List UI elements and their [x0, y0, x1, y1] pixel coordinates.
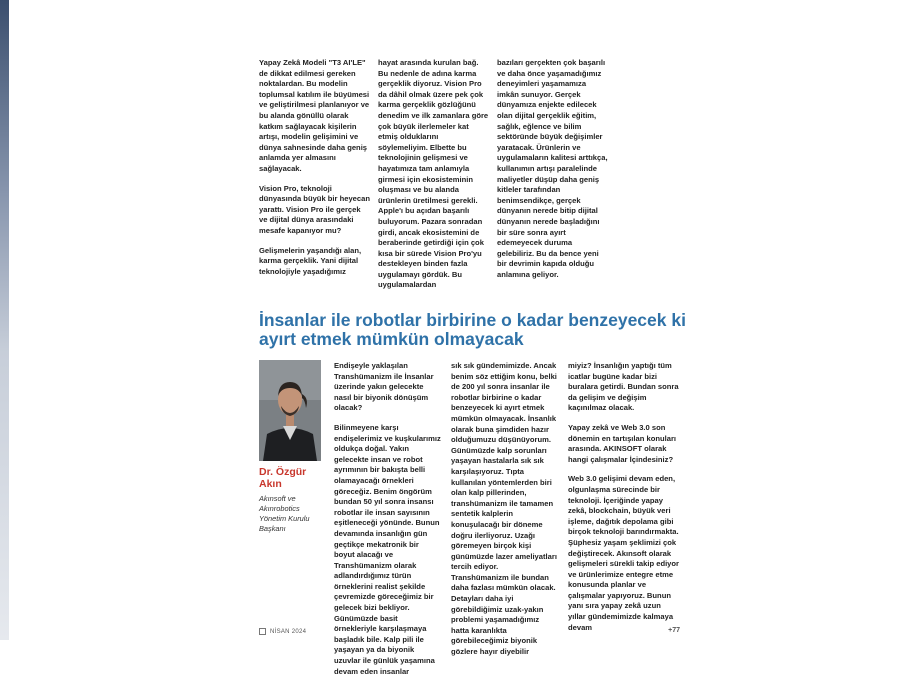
top-column-1 — [259, 58, 371, 286]
author-photo — [259, 360, 321, 461]
page-number: +77 — [668, 627, 680, 634]
question-paragraph: Endişeyle yaklaşılan Transhümanizm ile İnsanlar üzerinde yakın gelecekte nasıl bir biyonik dönüşüm olacak? — [334, 361, 434, 413]
article-headline: İnsanlar ile robotlar birbirine o kadar benzeyecek ki ayırt etmek mümkün olmayacak — [259, 310, 686, 349]
paragraph: sık sık gündemimizde. Ancak benim söz ettiğim konu, belki de 200 yıl sonra insanlar ile robotlar birbirine o kadar benzeyecek ki ayırt etmek mümkün olmayacak. İnsanlık olarak buna şimdiden hazır olduğumuzu düşünüyorum. Günümüzde kalp sorunları yaşayan hastalarla sık sık karşılaşıyoruz. Tıpta kullanılan yöntemlerden biri olan kalp pillerinden, transhümanizm ile tamamen sentetik kalplerin konuşulacağı bir döneme doğru ilerliyoruz. Uzağı göremeyen birçok kişi günümüzde lazer ameliyatları tercih ediyor. Transhümanizm ile bundan daha fazlası mümkün olacak. Detayları daha iyi görebildiğimiz uzak-yakın problemi yaşamadığımız hatta karanlıkta görebileceğimiz biyonik gözlere hayır diyebilir — [451, 361, 557, 657]
top-column-3 — [497, 58, 609, 289]
paragraph: Web 3.0 gelişimi devam eden, olgunlaşma sürecinde bir teknoloji. İçeriğinde yapay zekâ, blockchain, büyük veri işleme, dağıtık depolama gibi birçok teknoloji barındırmakta. Şüphesiz yaşam şeklimizi çok değiştirecek. Akınsoft olarak gelişmeleri sürekli takip ediyor ve ürünlerimize entegre etme konusunda planlar ve çalışmalar yapıyoruz. Bunun yanı sıra yapay zekâ uzun yıllar gündemimizde kalmaya devam — [568, 474, 680, 632]
top-column-2 — [378, 58, 490, 300]
author-role: Akınsoft ve Akınrobotics Yönetim Kurulu Başkanı — [259, 494, 310, 533]
paragraph: Yapay Zekâ Modeli "T3 AI'LE" de dikkat edilmesi gereken noktalardan. Bu modelin toplumsal katılım ile büyümesi ve geliştirilmesi planlanıyor ve bu alanda gönüllü olarak katkım sağlayacak kişilerin artışı, modelin gelişimini ve dünya sahnesinde daha geniş anlamda yer almasını sağlayacak. — [259, 58, 370, 173]
article-column-1 — [334, 361, 441, 686]
issue-date: NİSAN 2024 — [269, 629, 307, 636]
author-name: Dr. Özgür Akın — [259, 466, 307, 490]
paragraph: bazıları gerçekten çok başarılı ve daha önce yaşamadığımız deneyimleri yaşamamıza imkân sunuyor. Gerçek dünyamıza enjekte edilecek olan dijital gerçeklik eğitim, sağlık, eğlence ve bilim sektöründe büyük değişimler yaratacak. Ürünlerin ve uygulamaların kalitesi arttıkça, kullanımın artışı paralelinde maliyetler düşüp daha geniş kitleler tarafından benimsendikçe, gerçek dünyanın nerede bitip dijital dünyanın nerede başladığını bir süre sonra ayırt edemeyecek duruma gelebiliriz. Bu da bence yeni bir devrimin kapıda olduğu anlamına geliyor. — [497, 58, 608, 279]
paragraph: Gelişmelerin yaşandığı alan, karma gerçeklik. Yani dijital teknolojiyle yaşadığımız — [259, 245, 362, 276]
paragraph: miyiz? İnsanlığın yaptığı tüm icatlar bugüne kadar bizi buralara getirdi. Bundan sonra da gelişim ve değişim kaçınılmaz olacak. — [568, 361, 679, 413]
page-edge-decoration — [0, 0, 9, 640]
paragraph: Vision Pro, teknoloji dünyasında büyük bir heyecan yarattı. Vision Pro ile gerçek ve dijital dünya arasındaki mesafe kapanıyor mu? — [259, 183, 370, 235]
paragraph: hayat arasında kurulan bağ. Bu nedenle de adına karma gerçeklik diyoruz. Vision Pro da dâhil olmak üzere pek çok karma gerçeklik gözlüğünü denedim ve ilk zamanlara göre çok büyük ilerlemeler kat etmiş olduklarını söylemeliyim. Elbette bu teknolojinin gelişmesi ve hayatımıza tam anlamıyla girmesi için ekosisteminin oluşması ve bu alanda ürünlerin üretilmesi gerekli. Apple'ı bu açıdan başarılı buluyorum. Pazara sonradan girdi, ancak ekosistemini de beraberinde getirdiği için çok kısa bir sürede Vision Pro'yu destekleyen binden fazla uygulamayı gördük. Bu uygulamalardan — [378, 58, 489, 290]
paragraph: Bilinmeyene karşı endişelerimiz ve kuşkularımız oldukça doğal. Yakın gelecekte insan ve robot ayrımının bir bakışta belli olamayacağı örnekleri göreceğiz. Benim öngörüm bundan 50 yıl sonra insansı robotlar ile insan sayısının eşitleneceği yönünde. Bunun devamında insanlığın gün geçtikçe mekatronik bir boyut alacağı ve Transhümanizm olarak adlandırdığımız türün örneklerini realist şekilde çevremizde göreceğimiz bir gelecek bizi bekliyor. Günümüzde basit örnekleriyle karşılaşmaya başladık bile. Kalp pili ile yaşayan ya da biyonik uzuvlar ile günlük yaşamına devam eden insanlar — [334, 422, 441, 676]
footer-issue — [259, 628, 306, 635]
question-paragraph: Yapay zekâ ve Web 3.0 son dönemin en tartışılan konuları arasında. AKINSOFT olarak hangi çalışmalar İçindesiniz? — [568, 422, 677, 464]
magazine-logo-icon — [259, 628, 266, 635]
article-column-3 — [568, 361, 680, 642]
article-column-2 — [451, 361, 558, 667]
portrait-illustration — [259, 360, 321, 461]
